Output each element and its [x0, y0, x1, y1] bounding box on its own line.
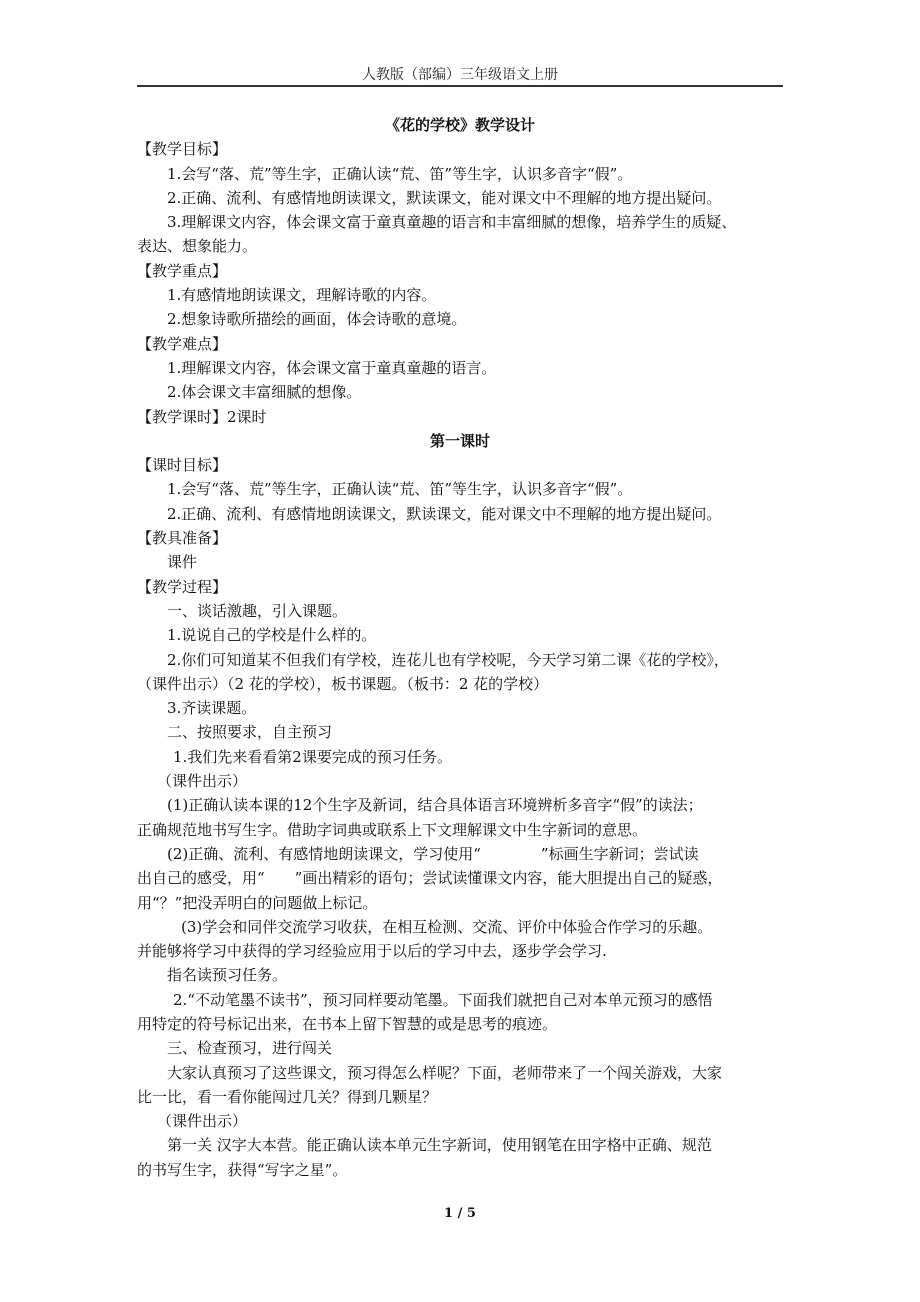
text-line: (3)学会和同伴交流学习收获，在相互检测、交流、评价中体验合作学习的乐趣。	[181, 917, 713, 936]
section-heading: 【教学重点】	[137, 261, 228, 280]
text-line: 用“？”把没弄明白的问题做上标记。	[137, 893, 378, 912]
text-line: 1.理解课文内容，体会课文富于童真童趣的语言。	[167, 358, 497, 377]
text-line: 指名读预习任务。	[167, 966, 288, 985]
text-line: （课件出示）（2 花的学校），板书课题。（板书：2 花的学校）	[137, 674, 549, 693]
text-line: 正确规范地书写生字。借助字词典或联系上下文理解课文中生字新词的意思。	[137, 820, 648, 839]
text-line: 大家认真预习了这些课文，预习得怎么样呢？下面，老师带来了一个闯关游戏，大家	[167, 1063, 723, 1082]
text-line: 1.我们先来看看第2课要完成的预习任务。	[173, 747, 452, 766]
text-line: （课件出示）	[157, 772, 248, 791]
text-line: (2)正确、流利、有感情地朗读课文，学习使用“ ”标画生字新词；尝试读	[167, 844, 699, 863]
text-line: 2.体会课文丰富细腻的想像。	[167, 383, 362, 402]
text-line: （课件出示）	[157, 1112, 248, 1131]
text-line: 并能够将学习中获得的学习经验应用于以后的学习中去，逐步学会学习.	[137, 942, 607, 961]
section-heading: 【教学过程】	[137, 577, 228, 596]
section-title: 第一课时	[429, 431, 490, 450]
page-number: 1 / 5	[444, 1206, 476, 1221]
text-line: 1.会写“落、荒”等生字，正确认读“荒、笛”等生字，认识多音字“假”。	[167, 480, 633, 499]
text-line: 出自己的感受，用“ ”画出精彩的语句；尝试读懂课文内容，能大胆提出自己的疑惑，	[137, 869, 723, 888]
text-line: 2.你们可知道某不但我们有学校，连花儿也有学校呢，今天学习第二课《花的学校》，	[167, 650, 729, 669]
document-body	[137, 113, 783, 1182]
text-line: 三、检查预习，进行闯关	[167, 1039, 333, 1058]
text-line: 2.正确、流利、有感情地朗读课文，默读课文，能对课文中不理解的地方提出疑问。	[167, 188, 722, 207]
section-heading: 【教学目标】	[137, 140, 228, 159]
text-line: 的书写生字，获得“写字之星”。	[137, 1160, 348, 1179]
section-heading: 【教学难点】	[137, 334, 228, 353]
text-line: 一、谈话激趣，引入课题。	[167, 601, 348, 620]
text-line: 课件	[167, 553, 198, 572]
text-line: 2.“不动笔墨不读书”，预习同样要动笔墨。下面我们就把自己对本单元预习的感悟	[173, 990, 713, 1009]
section-heading: 【教具准备】	[137, 529, 228, 548]
text-line: 1.说说自己的学校是什么样的。	[167, 626, 377, 645]
text-line: 2.正确、流利、有感情地朗读课文，默读课文，能对课文中不理解的地方提出疑问。	[167, 504, 722, 523]
text-line: (1)正确认读本课的12个生字及新词，结合具体语言环境辨析多音字“假”的读法；	[167, 796, 703, 815]
text-line: 比一比，看一看你能闯过几关？得到几颗星？	[137, 1087, 438, 1106]
text-line: 二、按照要求，自主预习	[167, 723, 333, 742]
text-line: 1.有感情地朗读课文，理解诗歌的内容。	[167, 286, 437, 305]
text-line: 用特定的符号标记出来，在书本上留下智慧的或是思考的痕迹。	[137, 1014, 558, 1033]
section-heading: 【课时目标】	[137, 456, 228, 475]
header-rule	[137, 85, 783, 87]
section-title: 《花的学校》教学设计	[384, 116, 535, 134]
text-line: 3.齐读课题。	[167, 699, 257, 718]
text-line: 3.理解课文内容，体会课文富于童真童趣的语言和丰富细腻的想像，培养学生的质疑、	[167, 213, 737, 232]
text-line: 1.会写“落、荒”等生字，正确认读“荒、笛”等生字，认识多音字“假”。	[167, 164, 633, 183]
text-line: 2.想象诗歌所描绘的画面，体会诗歌的意境。	[167, 310, 467, 329]
text-line: 第一关 汉字大本营。能正确认读本单元生字新词，使用钢笔在田字格中正确、规范	[167, 1136, 712, 1155]
text-line: 表达、想象能力。	[137, 237, 258, 256]
section-heading: 【教学课时】2课时	[137, 407, 267, 426]
page-header: 人教版（部编）三年级语文上册	[362, 67, 558, 83]
